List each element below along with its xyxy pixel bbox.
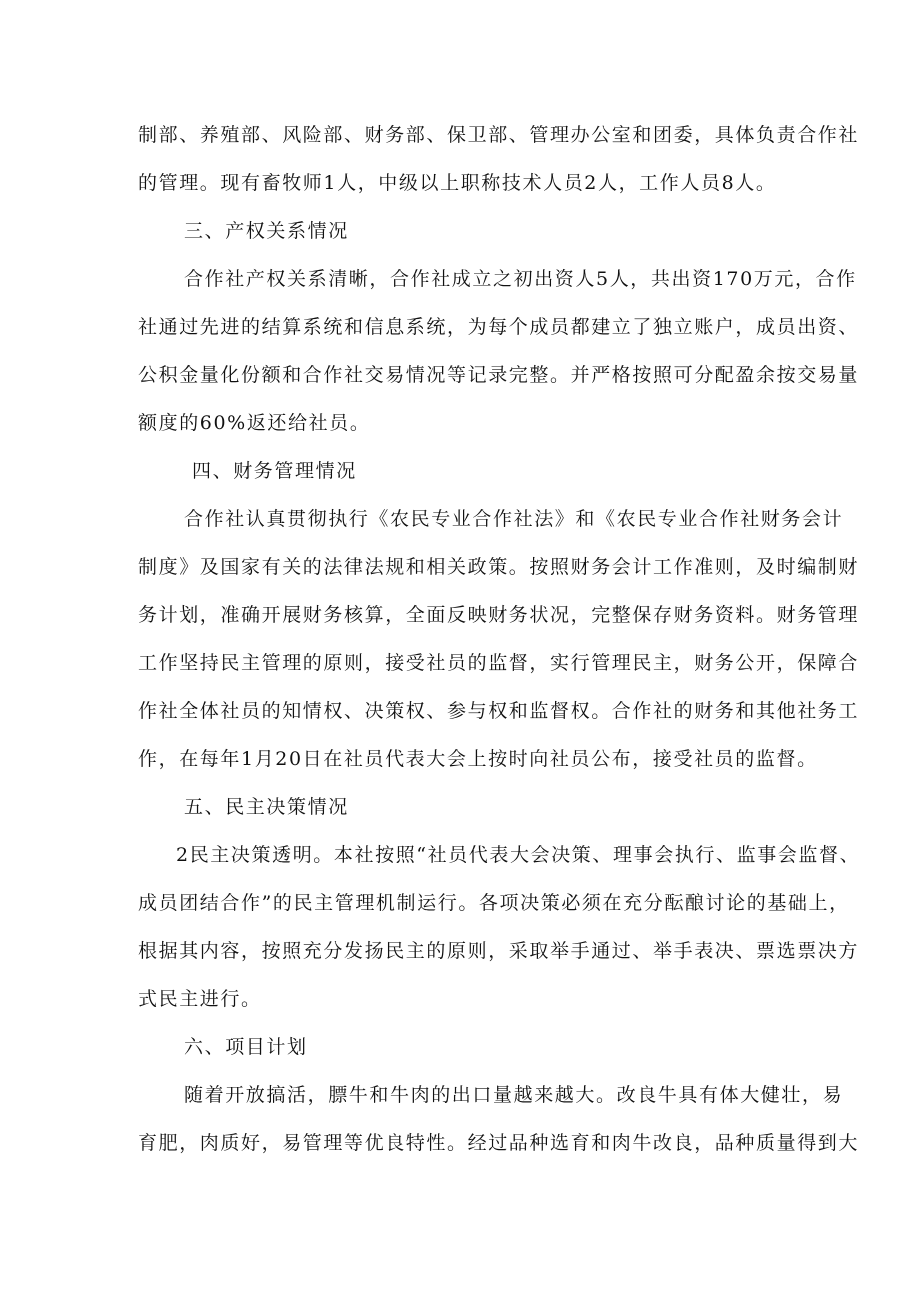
- paragraph-line: 公积金量化份额和合作社交易情况等记录完整。并严格按照可分配盈余按交易量: [138, 364, 860, 386]
- paragraph-line: 工作坚持民主管理的原则，接受社员的监督，实行管理民主，财务公开，保障合: [138, 652, 860, 674]
- section-heading-property-rights: 三、产权关系情况: [184, 220, 349, 242]
- paragraph-line: 育肥，肉质好，易管理等优良特性。经过品种选育和肉牛改良，品种质量得到大: [138, 1132, 860, 1154]
- paragraph-line: 合作社认真贯彻执行《农民专业合作社法》和《农民专业合作社财务会计: [184, 508, 844, 530]
- paragraph-line: 制部、养殖部、风险部、财务部、保卫部、管理办公室和团委，具体负责合作社: [138, 124, 860, 146]
- paragraph-line: 作，在每年1月20日在社员代表大会上按时向社员公布，接受社员的监督。: [138, 748, 818, 770]
- section-heading-finance: 四、财务管理情况: [192, 460, 357, 482]
- paragraph-line: 根据其内容，按照充分发扬民主的原则，采取举手通过、举手表决、票选票决方: [138, 940, 860, 962]
- paragraph-line: 社通过先进的结算系统和信息系统，为每个成员都建立了独立账户，成员出资、: [138, 316, 860, 338]
- section-heading-project-plan: 六、项目计划: [184, 1036, 308, 1058]
- paragraph-line: 的管理。现有畜牧师1人，中级以上职称技术人员2人，工作人员8人。: [138, 172, 777, 194]
- paragraph-line: 2民主决策透明。本社按照“社员代表大会决策、理事会执行、监事会监督、: [176, 844, 861, 866]
- paragraph-line: 式民主进行。: [138, 988, 262, 1010]
- paragraph-line: 务计划，准确开展财务核算，全面反映财务状况，完整保存财务资料。财务管理: [138, 604, 860, 626]
- paragraph-line: 额度的60%返还给社员。: [138, 412, 371, 434]
- paragraph-line: 合作社产权关系清晰，合作社成立之初出资人5人，共出资170万元，合作: [184, 268, 857, 290]
- section-heading-democracy: 五、民主决策情况: [184, 796, 349, 818]
- paragraph-line: 作社全体社员的知情权、决策权、参与权和监督权。合作社的财务和其他社务工: [138, 700, 860, 722]
- paragraph-line: 成员团结合作”的民主管理机制运行。各项决策必须在充分酝酿讨论的基础上，: [138, 892, 850, 914]
- paragraph-line: 随着开放搞活，膘牛和牛肉的出口量越来越大。改良牛具有体大健壮，易: [184, 1084, 844, 1106]
- paragraph-line: 制度》及国家有关的法律法规和相关政策。按照财务会计工作准则，及时编制财: [138, 556, 860, 578]
